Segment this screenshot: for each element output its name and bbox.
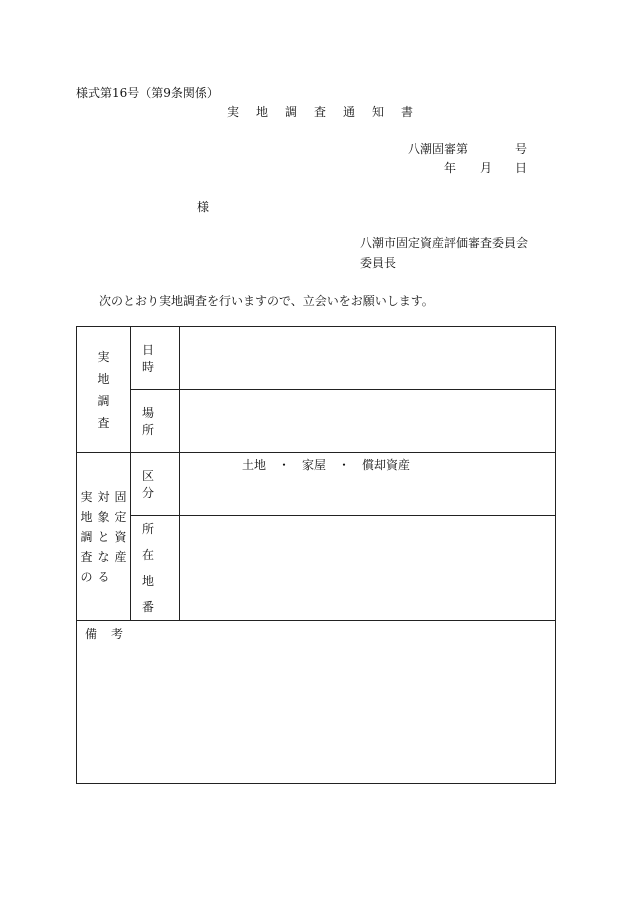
asset-group-char: 産 bbox=[114, 549, 127, 564]
asset-group-char: 定 bbox=[114, 509, 127, 524]
survey-group-label bbox=[77, 327, 131, 453]
asset-group-char: 資 bbox=[114, 529, 127, 544]
asset-group-char: 実 bbox=[80, 489, 93, 504]
asset-group-char: な bbox=[97, 549, 110, 564]
place-label: 場所 bbox=[141, 406, 168, 437]
survey-group-char: 地 bbox=[97, 371, 110, 386]
place-label-cell bbox=[131, 390, 180, 453]
date-day: 日 bbox=[515, 161, 528, 175]
document-title: 実地調査通知書 bbox=[227, 105, 431, 119]
location-label: 所在 bbox=[141, 522, 168, 562]
intro-text: 次のとおり実地調査を行いますので、立会いをお願いします。 bbox=[99, 294, 434, 308]
survey-group-char: 実 bbox=[97, 349, 110, 364]
category-label: 区分 bbox=[141, 469, 168, 500]
survey-group-char: 調 bbox=[97, 393, 110, 408]
asset-group-char: 象 bbox=[97, 509, 110, 524]
form-number: 様式第16号（第9条関係） bbox=[76, 86, 219, 100]
survey-form-table bbox=[76, 326, 556, 784]
asset-group-char: 地 bbox=[80, 509, 93, 524]
sender-organization: 八潮市固定資産評価審査委員会 bbox=[360, 236, 529, 250]
datetime-label-cell bbox=[131, 327, 180, 390]
location-label-cell bbox=[131, 516, 180, 621]
asset-group-char: 査 bbox=[80, 549, 93, 564]
datetime-label: 日時 bbox=[141, 343, 168, 374]
asset-group-label bbox=[77, 453, 131, 621]
remarks-cell bbox=[77, 621, 556, 784]
asset-group-char: の bbox=[80, 569, 93, 584]
survey-group-text bbox=[77, 346, 130, 434]
asset-group-char: と bbox=[97, 529, 110, 544]
datetime-value-cell bbox=[180, 327, 556, 390]
addressee-suffix: 様 bbox=[197, 200, 210, 214]
asset-group-char: 対 bbox=[97, 489, 110, 504]
sender-title: 委員長 bbox=[360, 256, 397, 270]
date-year: 年 bbox=[444, 161, 457, 175]
asset-group-text bbox=[77, 489, 130, 585]
place-value-cell bbox=[180, 390, 556, 453]
category-value: 土地 ・ 家屋 ・ 償却資産 bbox=[242, 458, 411, 472]
asset-group-char: 固 bbox=[114, 489, 127, 504]
location-value-cell bbox=[180, 516, 556, 621]
date-month: 月 bbox=[480, 161, 493, 175]
survey-group-char: 査 bbox=[97, 415, 110, 430]
category-label-cell bbox=[131, 453, 180, 516]
asset-group-char bbox=[113, 569, 129, 585]
asset-group-char: る bbox=[97, 569, 110, 584]
lot-number-label: 地番 bbox=[141, 574, 168, 614]
category-value-cell bbox=[180, 453, 556, 516]
remarks-label: 備考 bbox=[85, 627, 138, 641]
asset-group-char: 調 bbox=[80, 529, 93, 544]
reference-prefix: 八潮固審第 bbox=[408, 142, 469, 156]
reference-suffix: 号 bbox=[515, 142, 528, 156]
